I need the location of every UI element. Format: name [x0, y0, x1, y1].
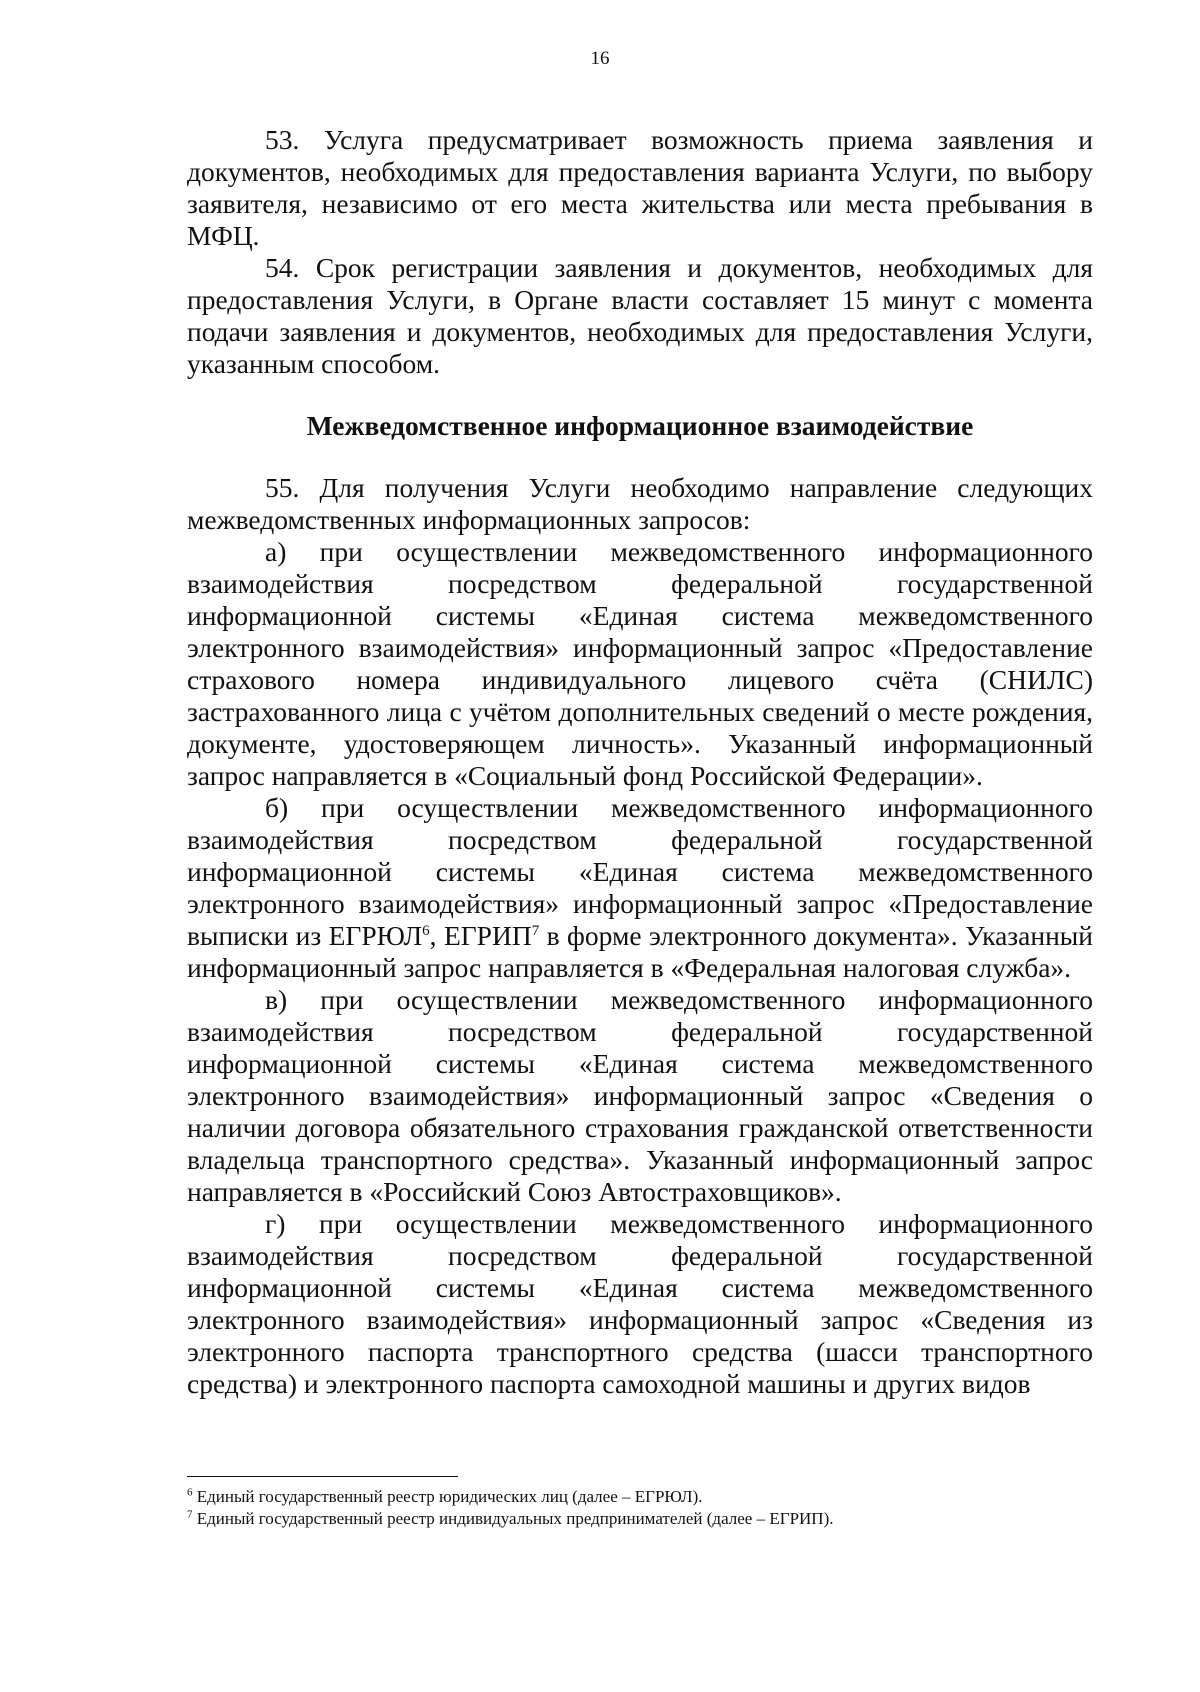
footnote-mark: 7 — [187, 1508, 193, 1521]
list-item-b-text-2: , ЕГРИП — [429, 920, 532, 951]
section-heading: Межведомственное информационное взаимодействие — [306, 410, 974, 441]
footnote-ref-6: 6 — [422, 922, 430, 939]
list-item-b-text-3: в форме электронного документа». Указанный информационный запрос направляется в «Федеральная налоговая служба». — [187, 920, 1093, 983]
list-item-a: а) при осуществлении межведомственного информационного взаимодействия посредством федеральной государственной информационной системы «Единая система межведомственного электронного взаимодействия» информационный запрос «Предоставление страхового номера индивидуального лицевого счёта (СНИЛС) застрахованного лица с учётом дополнительных сведений о месте рождения, документе, удостоверяющем личность». Указанный информационный запрос направляется в «Социальный фонд Российской Федерации». — [187, 536, 1093, 791]
page-number: 16 — [590, 48, 610, 69]
paragraph-53: 53. Услуга предусматривает возможность приема заявления и документов, необходимых для предоставления варианта Услуги, по выбору заявителя, независимо от его места жительства или места пребывания в МФЦ. — [187, 124, 1093, 251]
footnotes — [187, 1486, 1093, 1530]
footnote-text: Единый государственный реестр индивидуальных предпринимателей (далее – ЕГРИП). — [192, 1509, 834, 1528]
paragraph-55: 55. Для получения Услуги необходимо направление следующих межведомственных информационных запросов: — [187, 472, 1093, 535]
footnote-mark: 6 — [187, 1486, 193, 1499]
document-body — [187, 124, 1093, 1400]
footnote-divider — [187, 1476, 458, 1477]
list-item-b-text-1: б) при осуществлении межведомственного информационного взаимодействия посредством федеральной государственной информационной системы «Единая система межведомственного электронного взаимодействия» информационный запрос «Предоставление выписки из ЕГРЮЛ — [187, 792, 1093, 951]
footnote-ref-7: 7 — [531, 922, 540, 939]
list-item-b — [187, 792, 1093, 984]
paragraph-54: 54. Срок регистрации заявления и документов, необходимых для предоставления Услуги, в Органе власти составляет 15 минут с момента подачи заявления и документов, необходимых для предоставления Услуги, указанным способом. — [187, 252, 1093, 379]
footnote-text: Единый государственный реестр юридических лиц (далее – ЕГРЮЛ). — [192, 1487, 703, 1506]
footnote-7 — [187, 1508, 1093, 1530]
list-item-g: г) при осуществлении межведомственного информационного взаимодействия посредством федеральной государственной информационной системы «Единая система межведомственного электронного взаимодействия» информационный запрос «Сведения из электронного паспорта транспортного средства (шасси транспортного средства) и электронного паспорта самоходной машины и других видов — [187, 1208, 1093, 1399]
list-item-v: в) при осуществлении межведомственного информационного взаимодействия посредством федеральной государственной информационной системы «Единая система межведомственного электронного взаимодействия» информационный запрос «Сведения о наличии договора обязательного страхования гражданской ответственности владельца транспортного средства». Указанный информационный запрос направляется в «Российский Союз Автостраховщиков». — [187, 984, 1093, 1207]
footnote-6 — [187, 1486, 1093, 1508]
